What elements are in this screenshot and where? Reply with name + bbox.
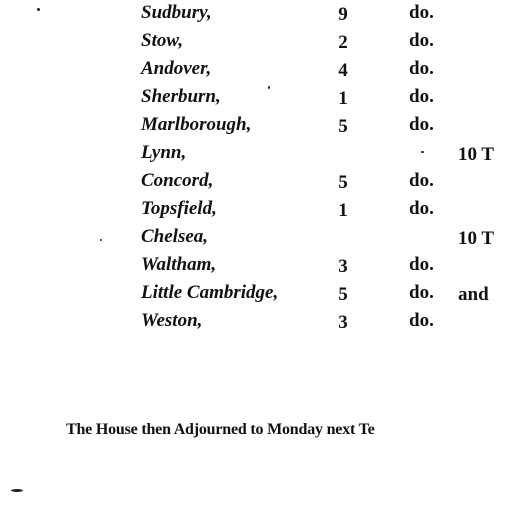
number-value: 5: [338, 172, 348, 193]
list-item: [0, 86, 512, 114]
number-value: 5: [338, 116, 348, 137]
town-name: Concord,: [141, 170, 214, 191]
ditto-mark: do.: [409, 198, 434, 219]
town-name: Sudbury,: [141, 2, 212, 23]
list-item: [0, 170, 512, 198]
number-value: 5: [338, 284, 348, 305]
list-item: [0, 198, 512, 226]
ditto-mark: do.: [409, 254, 434, 275]
ditto-mark: do.: [409, 310, 434, 331]
town-name: Andover,: [141, 58, 212, 79]
town-name: Stow,: [141, 30, 184, 51]
list-item: [0, 142, 512, 170]
list-item: [0, 114, 512, 142]
number-value: 3: [338, 312, 348, 333]
list-item: [0, 226, 512, 254]
list-item: [0, 58, 512, 86]
town-name: Waltham,: [141, 254, 217, 275]
ditto-mark: do.: [409, 114, 434, 135]
number-value: 1: [338, 200, 348, 221]
ink-speck: [100, 239, 102, 241]
ditto-mark: do.: [409, 86, 434, 107]
town-name: Marlborough,: [141, 114, 252, 135]
continuation-text: 10 T: [458, 144, 495, 165]
town-name: Sherburn,: [141, 86, 221, 107]
list-item: [0, 2, 512, 30]
ditto-mark: do.: [409, 282, 434, 303]
number-value: 3: [338, 256, 348, 277]
ink-speck: [268, 86, 270, 89]
continuation-text: 10 T: [458, 228, 495, 249]
continuation-text: and: [458, 284, 489, 305]
ink-speck: [11, 489, 23, 492]
list-item: [0, 254, 512, 282]
adjournment-line: The House then Adjourned to Monday next Te: [66, 421, 375, 438]
ink-speck: [37, 8, 40, 11]
ink-speck: [421, 151, 424, 153]
town-name: Weston,: [141, 310, 203, 331]
list-item: [0, 30, 512, 58]
town-name: Chelsea,: [141, 226, 209, 247]
number-value: 1: [338, 88, 348, 109]
list-item: [0, 282, 512, 310]
ditto-mark: do.: [409, 170, 434, 191]
ditto-mark: do.: [409, 58, 434, 79]
number-value: 2: [338, 32, 348, 53]
list-item: [0, 310, 512, 338]
ditto-mark: do.: [409, 2, 434, 23]
number-value: 4: [338, 60, 348, 81]
ditto-mark: do.: [409, 30, 434, 51]
town-name: Little Cambridge,: [141, 282, 279, 303]
number-value: 9: [338, 4, 348, 25]
town-name: Lynn,: [141, 142, 187, 163]
town-name: Topsfield,: [141, 198, 217, 219]
